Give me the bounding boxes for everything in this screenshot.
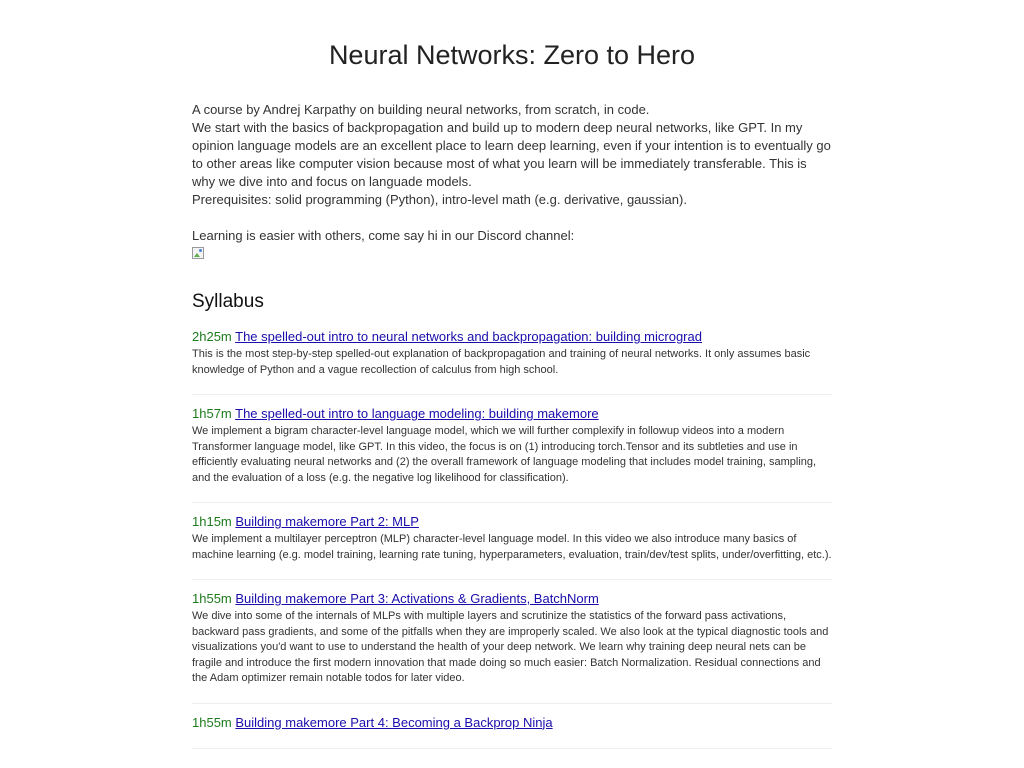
lecture-item bbox=[192, 714, 832, 749]
lecture-header bbox=[192, 405, 832, 423]
lecture-link-makemore-part2[interactable]: Building makemore Part 2: MLP bbox=[235, 514, 419, 529]
lecture-link-makemore[interactable]: The spelled-out intro to language modeling: building makemore bbox=[235, 406, 599, 421]
lecture-item bbox=[192, 590, 832, 704]
lecture-duration: 1h15m bbox=[192, 514, 232, 529]
lecture-header bbox=[192, 714, 832, 732]
syllabus-heading: Syllabus bbox=[192, 291, 264, 312]
lecture-description: This is the most step-by-step spelled-out explanation of backpropagation and training of neural networks. It only assumes basic knowledge of Python and a vague recollection of calculus from high school. bbox=[192, 348, 811, 376]
lecture-duration: 2h25m bbox=[192, 329, 232, 344]
lecture-duration: 1h55m bbox=[192, 591, 232, 606]
lecture-header bbox=[192, 328, 832, 346]
lecture-header bbox=[192, 590, 832, 608]
lecture-item bbox=[192, 405, 832, 503]
lecture-link-makemore-part3[interactable]: Building makemore Part 3: Activations & Gradients, BatchNorm bbox=[235, 591, 599, 606]
intro-paragraph: We start with the basics of backpropagation and build up to modern deep neural networks, like GPT. In my opinion language models are an excellent place to learn deep learning, even if your intention is to eventually go to other areas like computer vision because most of what you learn will be immediately transferable. This is why we dive into and focus on languade models. bbox=[192, 120, 831, 189]
lecture-list bbox=[192, 328, 832, 749]
lecture-description: We dive into some of the internals of MLPs with multiple layers and scrutinize the statistics of the forward pass activations, backward pass gradients, and some of the pitfalls when they are improperly scaled. We also look at the typical diagnostic tools and visualizations you'd want to use to understand the health of your deep network. We learn why training deep neural nets can be fragile and introduce the first modern innovation that made doing so much easier: Batch Normalization. Residual connections and the Adam optimizer remain notable todos for later video. bbox=[192, 610, 829, 684]
lecture-header bbox=[192, 513, 832, 531]
lecture-duration: 1h57m bbox=[192, 406, 232, 421]
course-intro bbox=[192, 101, 832, 259]
lecture-description: We implement a bigram character-level language model, which we will further complexify in followup videos into a modern Transformer language model, like GPT. In this video, the focus is on (1) introducing torch.Tensor and its subtleties and use in efficiently evaluating neural networks and (2) the overall framework of language modeling that includes model training, sampling, and the evaluation of a loss (e.g. the negative log likelihood for classification). bbox=[192, 425, 817, 484]
lecture-duration: 1h55m bbox=[192, 714, 232, 730]
page-title: Neural Networks: Zero to Hero bbox=[328, 40, 696, 70]
broken-image-icon[interactable] bbox=[192, 247, 204, 259]
discord-invite-text: Learning is easier with others, come say hi in our Discord channel: bbox=[192, 228, 575, 243]
intro-byline: A course by Andrej Karpathy on building neural networks, from scratch, in code. bbox=[192, 102, 650, 117]
main-content bbox=[192, 101, 832, 759]
lecture-description: We implement a multilayer perceptron (MLP) character-level language model. In this video we also introduce many basics of machine learning (e.g. model training, learning rate tuning, hyperparameters, evaluation, train/dev/test splits, under/overfitting, etc.). bbox=[192, 533, 832, 561]
lecture-item bbox=[192, 328, 832, 395]
lecture-item bbox=[192, 513, 832, 580]
lecture-link-micrograd[interactable]: The spelled-out intro to neural networks and backpropagation: building micrograd bbox=[235, 329, 702, 344]
lecture-link-makemore-part4[interactable]: Building makemore Part 4: Becoming a Backprop Ninja bbox=[235, 714, 553, 730]
prerequisites-text: Prerequisites: solid programming (Python), intro-level math (e.g. derivative, gaussian). bbox=[192, 192, 687, 207]
